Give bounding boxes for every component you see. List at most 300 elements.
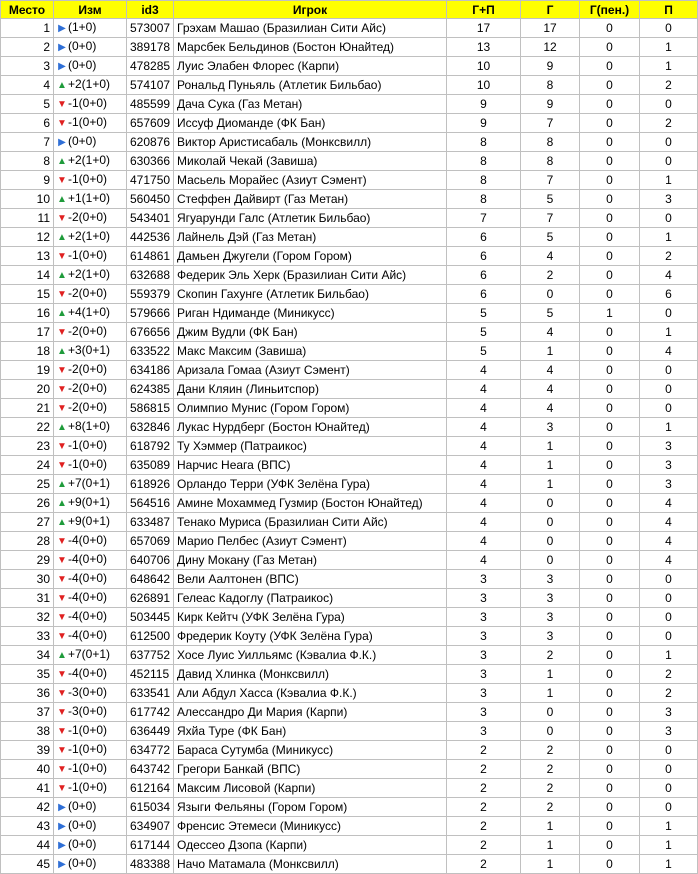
place-cell[interactable]: 32 (1, 608, 54, 627)
change-cell[interactable] (54, 779, 127, 798)
penalty-goals-cell[interactable]: 0 (580, 665, 640, 684)
player-cell[interactable]: Макс Максим (Завиша) (174, 342, 447, 361)
penalty-goals-cell[interactable]: 0 (580, 798, 640, 817)
header-change[interactable]: Изм (54, 1, 127, 19)
goals-assists-cell[interactable]: 4 (447, 456, 521, 475)
penalty-goals-cell[interactable]: 0 (580, 494, 640, 513)
goals-assists-cell[interactable]: 2 (447, 760, 521, 779)
goals-cell[interactable]: 1 (521, 836, 580, 855)
penalty-goals-cell[interactable]: 0 (580, 380, 640, 399)
change-cell[interactable] (54, 551, 127, 570)
change-cell[interactable] (54, 399, 127, 418)
change-cell[interactable] (54, 171, 127, 190)
assists-cell[interactable]: 2 (640, 665, 698, 684)
id3-cell[interactable]: 579666 (127, 304, 174, 323)
player-cell[interactable]: Стеффен Дайвирт (Газ Метан) (174, 190, 447, 209)
id3-cell[interactable]: 560450 (127, 190, 174, 209)
player-cell[interactable]: Фредерик Коуту (УФК Зелёна Гура) (174, 627, 447, 646)
goals-cell[interactable]: 1 (521, 665, 580, 684)
change-cell[interactable] (54, 627, 127, 646)
goals-cell[interactable]: 8 (521, 152, 580, 171)
goals-assists-cell[interactable]: 3 (447, 570, 521, 589)
assists-cell[interactable]: 1 (640, 646, 698, 665)
place-cell[interactable]: 19 (1, 361, 54, 380)
assists-cell[interactable]: 4 (640, 551, 698, 570)
assists-cell[interactable]: 0 (640, 95, 698, 114)
penalty-goals-cell[interactable]: 0 (580, 190, 640, 209)
assists-cell[interactable]: 4 (640, 494, 698, 513)
place-cell[interactable]: 16 (1, 304, 54, 323)
change-cell[interactable] (54, 380, 127, 399)
change-cell[interactable] (54, 342, 127, 361)
player-cell[interactable]: Федерик Эль Херк (Бразилиан Сити Айс) (174, 266, 447, 285)
place-cell[interactable]: 41 (1, 779, 54, 798)
id3-cell[interactable]: 640706 (127, 551, 174, 570)
penalty-goals-cell[interactable]: 0 (580, 703, 640, 722)
place-cell[interactable]: 8 (1, 152, 54, 171)
goals-cell[interactable]: 0 (521, 285, 580, 304)
goals-assists-cell[interactable]: 2 (447, 855, 521, 874)
goals-assists-cell[interactable]: 3 (447, 684, 521, 703)
id3-cell[interactable]: 617144 (127, 836, 174, 855)
id3-cell[interactable]: 637752 (127, 646, 174, 665)
id3-cell[interactable]: 633487 (127, 513, 174, 532)
assists-cell[interactable]: 0 (640, 627, 698, 646)
goals-assists-cell[interactable]: 6 (447, 228, 521, 247)
goals-cell[interactable]: 4 (521, 380, 580, 399)
place-cell[interactable]: 40 (1, 760, 54, 779)
change-cell[interactable] (54, 361, 127, 380)
penalty-goals-cell[interactable]: 0 (580, 817, 640, 836)
player-cell[interactable]: Лайнель Дэй (Газ Метан) (174, 228, 447, 247)
place-cell[interactable]: 7 (1, 133, 54, 152)
penalty-goals-cell[interactable]: 0 (580, 437, 640, 456)
goals-cell[interactable]: 3 (521, 627, 580, 646)
assists-cell[interactable]: 2 (640, 114, 698, 133)
id3-cell[interactable]: 612164 (127, 779, 174, 798)
goals-assists-cell[interactable]: 3 (447, 646, 521, 665)
id3-cell[interactable]: 614861 (127, 247, 174, 266)
place-cell[interactable]: 3 (1, 57, 54, 76)
change-cell[interactable] (54, 703, 127, 722)
id3-cell[interactable]: 574107 (127, 76, 174, 95)
goals-assists-cell[interactable]: 2 (447, 836, 521, 855)
player-cell[interactable]: Тенако Муриса (Бразилиан Сити Айс) (174, 513, 447, 532)
goals-assists-cell[interactable]: 8 (447, 133, 521, 152)
player-cell[interactable]: Рональд Пуньяль (Атлетик Бильбао) (174, 76, 447, 95)
player-cell[interactable]: Орландо Терри (УФК Зелёна Гура) (174, 475, 447, 494)
change-cell[interactable] (54, 266, 127, 285)
player-cell[interactable]: Алессандро Ди Мария (Карпи) (174, 703, 447, 722)
id3-cell[interactable]: 634772 (127, 741, 174, 760)
place-cell[interactable]: 10 (1, 190, 54, 209)
id3-cell[interactable]: 657609 (127, 114, 174, 133)
assists-cell[interactable]: 1 (640, 57, 698, 76)
goals-assists-cell[interactable]: 8 (447, 171, 521, 190)
id3-cell[interactable]: 635089 (127, 456, 174, 475)
goals-cell[interactable]: 3 (521, 589, 580, 608)
change-cell[interactable] (54, 589, 127, 608)
penalty-goals-cell[interactable]: 0 (580, 589, 640, 608)
goals-assists-cell[interactable]: 13 (447, 38, 521, 57)
change-cell[interactable] (54, 152, 127, 171)
id3-cell[interactable]: 632688 (127, 266, 174, 285)
player-cell[interactable]: Начо Матамала (Монксвилл) (174, 855, 447, 874)
goals-assists-cell[interactable]: 3 (447, 665, 521, 684)
id3-cell[interactable]: 643742 (127, 760, 174, 779)
place-cell[interactable]: 37 (1, 703, 54, 722)
change-cell[interactable] (54, 228, 127, 247)
assists-cell[interactable]: 0 (640, 304, 698, 323)
change-cell[interactable] (54, 722, 127, 741)
place-cell[interactable]: 36 (1, 684, 54, 703)
change-cell[interactable] (54, 418, 127, 437)
penalty-goals-cell[interactable]: 0 (580, 532, 640, 551)
change-cell[interactable] (54, 209, 127, 228)
penalty-goals-cell[interactable]: 0 (580, 133, 640, 152)
assists-cell[interactable]: 1 (640, 171, 698, 190)
assists-cell[interactable]: 0 (640, 399, 698, 418)
player-cell[interactable]: Дамьен Джугели (Гором Гором) (174, 247, 447, 266)
goals-assists-cell[interactable]: 2 (447, 817, 521, 836)
change-cell[interactable] (54, 665, 127, 684)
id3-cell[interactable]: 452115 (127, 665, 174, 684)
assists-cell[interactable]: 0 (640, 361, 698, 380)
goals-assists-cell[interactable]: 4 (447, 551, 521, 570)
place-cell[interactable]: 25 (1, 475, 54, 494)
goals-assists-cell[interactable]: 8 (447, 190, 521, 209)
place-cell[interactable]: 15 (1, 285, 54, 304)
assists-cell[interactable]: 1 (640, 228, 698, 247)
assists-cell[interactable]: 1 (640, 855, 698, 874)
penalty-goals-cell[interactable]: 0 (580, 627, 640, 646)
id3-cell[interactable]: 485599 (127, 95, 174, 114)
assists-cell[interactable]: 0 (640, 133, 698, 152)
change-cell[interactable] (54, 247, 127, 266)
goals-cell[interactable]: 7 (521, 209, 580, 228)
assists-cell[interactable]: 4 (640, 266, 698, 285)
player-cell[interactable]: Масьель Морайес (Азиут Сэмент) (174, 171, 447, 190)
goals-cell[interactable]: 0 (521, 494, 580, 513)
goals-cell[interactable]: 2 (521, 760, 580, 779)
goals-assists-cell[interactable]: 8 (447, 152, 521, 171)
assists-cell[interactable]: 3 (640, 703, 698, 722)
penalty-goals-cell[interactable]: 0 (580, 342, 640, 361)
id3-cell[interactable]: 633541 (127, 684, 174, 703)
change-cell[interactable] (54, 323, 127, 342)
player-cell[interactable]: Иссуф Диоманде (ФК Бан) (174, 114, 447, 133)
goals-cell[interactable]: 4 (521, 247, 580, 266)
place-cell[interactable]: 12 (1, 228, 54, 247)
place-cell[interactable]: 31 (1, 589, 54, 608)
goals-assists-cell[interactable]: 3 (447, 589, 521, 608)
change-cell[interactable] (54, 608, 127, 627)
change-cell[interactable] (54, 19, 127, 38)
player-cell[interactable]: Нарчис Неага (ВПС) (174, 456, 447, 475)
place-cell[interactable]: 5 (1, 95, 54, 114)
change-cell[interactable] (54, 437, 127, 456)
assists-cell[interactable]: 1 (640, 817, 698, 836)
assists-cell[interactable]: 2 (640, 76, 698, 95)
penalty-goals-cell[interactable]: 0 (580, 95, 640, 114)
player-cell[interactable]: Давид Хлинка (Монксвилл) (174, 665, 447, 684)
change-cell[interactable] (54, 114, 127, 133)
goals-cell[interactable]: 0 (521, 551, 580, 570)
goals-cell[interactable]: 0 (521, 532, 580, 551)
penalty-goals-cell[interactable]: 0 (580, 266, 640, 285)
player-cell[interactable]: Олимпио Мунис (Гором Гором) (174, 399, 447, 418)
assists-cell[interactable]: 4 (640, 532, 698, 551)
assists-cell[interactable]: 0 (640, 570, 698, 589)
player-cell[interactable]: Али Абдул Хасса (Кэвалиа Ф.К.) (174, 684, 447, 703)
change-cell[interactable] (54, 475, 127, 494)
header-assists[interactable]: П (640, 1, 698, 19)
assists-cell[interactable]: 0 (640, 608, 698, 627)
change-cell[interactable] (54, 741, 127, 760)
goals-assists-cell[interactable]: 10 (447, 57, 521, 76)
assists-cell[interactable]: 1 (640, 418, 698, 437)
goals-assists-cell[interactable]: 2 (447, 741, 521, 760)
change-cell[interactable] (54, 760, 127, 779)
penalty-goals-cell[interactable]: 0 (580, 323, 640, 342)
id3-cell[interactable]: 389178 (127, 38, 174, 57)
player-cell[interactable]: Бараса Сутумба (Миникусс) (174, 741, 447, 760)
goals-assists-cell[interactable]: 4 (447, 418, 521, 437)
player-cell[interactable]: Ягуарунди Галс (Атлетик Бильбао) (174, 209, 447, 228)
change-cell[interactable] (54, 76, 127, 95)
penalty-goals-cell[interactable]: 0 (580, 646, 640, 665)
goals-assists-cell[interactable]: 9 (447, 95, 521, 114)
penalty-goals-cell[interactable]: 0 (580, 209, 640, 228)
penalty-goals-cell[interactable]: 0 (580, 608, 640, 627)
change-cell[interactable] (54, 304, 127, 323)
goals-assists-cell[interactable]: 4 (447, 399, 521, 418)
id3-cell[interactable]: 559379 (127, 285, 174, 304)
player-cell[interactable]: Марсбек Бельдинов (Бостон Юнайтед) (174, 38, 447, 57)
id3-cell[interactable]: 618926 (127, 475, 174, 494)
change-cell[interactable] (54, 285, 127, 304)
player-cell[interactable]: Виктор Аристисабаль (Монксвилл) (174, 133, 447, 152)
player-cell[interactable]: Максим Лисовой (Карпи) (174, 779, 447, 798)
goals-assists-cell[interactable]: 3 (447, 627, 521, 646)
place-cell[interactable]: 9 (1, 171, 54, 190)
goals-cell[interactable]: 7 (521, 114, 580, 133)
penalty-goals-cell[interactable]: 0 (580, 285, 640, 304)
player-cell[interactable]: Риган Ндиманде (Миникусс) (174, 304, 447, 323)
player-cell[interactable]: Вели Аалтонен (ВПС) (174, 570, 447, 589)
id3-cell[interactable]: 636449 (127, 722, 174, 741)
goals-cell[interactable]: 1 (521, 342, 580, 361)
header-place[interactable]: Место (1, 1, 54, 19)
change-cell[interactable] (54, 190, 127, 209)
penalty-goals-cell[interactable]: 0 (580, 722, 640, 741)
goals-cell[interactable]: 1 (521, 475, 580, 494)
id3-cell[interactable]: 478285 (127, 57, 174, 76)
goals-assists-cell[interactable]: 9 (447, 114, 521, 133)
id3-cell[interactable]: 612500 (127, 627, 174, 646)
goals-cell[interactable]: 1 (521, 437, 580, 456)
place-cell[interactable]: 30 (1, 570, 54, 589)
goals-cell[interactable]: 9 (521, 95, 580, 114)
player-cell[interactable]: Дани Кляин (Линьитспор) (174, 380, 447, 399)
goals-assists-cell[interactable]: 6 (447, 247, 521, 266)
place-cell[interactable]: 33 (1, 627, 54, 646)
goals-assists-cell[interactable]: 5 (447, 304, 521, 323)
assists-cell[interactable]: 2 (640, 684, 698, 703)
id3-cell[interactable]: 634907 (127, 817, 174, 836)
penalty-goals-cell[interactable]: 0 (580, 551, 640, 570)
place-cell[interactable]: 35 (1, 665, 54, 684)
change-cell[interactable] (54, 38, 127, 57)
goals-assists-cell[interactable]: 7 (447, 209, 521, 228)
place-cell[interactable]: 23 (1, 437, 54, 456)
assists-cell[interactable]: 6 (640, 285, 698, 304)
goals-cell[interactable]: 4 (521, 323, 580, 342)
place-cell[interactable]: 26 (1, 494, 54, 513)
change-cell[interactable] (54, 57, 127, 76)
goals-assists-cell[interactable]: 2 (447, 779, 521, 798)
assists-cell[interactable]: 0 (640, 760, 698, 779)
goals-cell[interactable]: 9 (521, 57, 580, 76)
id3-cell[interactable]: 503445 (127, 608, 174, 627)
id3-cell[interactable]: 632846 (127, 418, 174, 437)
assists-cell[interactable]: 0 (640, 798, 698, 817)
player-cell[interactable]: Аризала Гомаа (Азиут Сэмент) (174, 361, 447, 380)
id3-cell[interactable]: 620876 (127, 133, 174, 152)
id3-cell[interactable]: 624385 (127, 380, 174, 399)
place-cell[interactable]: 34 (1, 646, 54, 665)
header-player[interactable]: Игрок (174, 1, 447, 19)
id3-cell[interactable]: 543401 (127, 209, 174, 228)
assists-cell[interactable]: 3 (640, 475, 698, 494)
goals-assists-cell[interactable]: 4 (447, 380, 521, 399)
player-cell[interactable]: Марио Пелбес (Азиут Сэмент) (174, 532, 447, 551)
change-cell[interactable] (54, 570, 127, 589)
player-cell[interactable]: Скопин Гахунге (Атлетик Бильбао) (174, 285, 447, 304)
id3-cell[interactable]: 573007 (127, 19, 174, 38)
assists-cell[interactable]: 0 (640, 741, 698, 760)
goals-cell[interactable]: 2 (521, 741, 580, 760)
id3-cell[interactable]: 615034 (127, 798, 174, 817)
penalty-goals-cell[interactable]: 0 (580, 570, 640, 589)
change-cell[interactable] (54, 798, 127, 817)
place-cell[interactable]: 1 (1, 19, 54, 38)
goals-cell[interactable]: 7 (521, 171, 580, 190)
goals-cell[interactable]: 17 (521, 19, 580, 38)
player-cell[interactable]: Языги Фельяны (Гором Гором) (174, 798, 447, 817)
player-cell[interactable]: Джим Вудли (ФК Бан) (174, 323, 447, 342)
goals-cell[interactable]: 2 (521, 646, 580, 665)
change-cell[interactable] (54, 494, 127, 513)
place-cell[interactable]: 38 (1, 722, 54, 741)
assists-cell[interactable]: 2 (640, 247, 698, 266)
header-id3[interactable]: id3 (127, 1, 174, 19)
id3-cell[interactable]: 617742 (127, 703, 174, 722)
penalty-goals-cell[interactable]: 0 (580, 779, 640, 798)
goals-assists-cell[interactable]: 5 (447, 323, 521, 342)
goals-assists-cell[interactable]: 4 (447, 494, 521, 513)
goals-assists-cell[interactable]: 4 (447, 513, 521, 532)
assists-cell[interactable]: 3 (640, 437, 698, 456)
goals-assists-cell[interactable]: 17 (447, 19, 521, 38)
place-cell[interactable]: 6 (1, 114, 54, 133)
goals-cell[interactable]: 3 (521, 418, 580, 437)
assists-cell[interactable]: 3 (640, 190, 698, 209)
change-cell[interactable] (54, 513, 127, 532)
penalty-goals-cell[interactable]: 0 (580, 57, 640, 76)
id3-cell[interactable]: 676656 (127, 323, 174, 342)
penalty-goals-cell[interactable]: 1 (580, 304, 640, 323)
goals-cell[interactable]: 8 (521, 133, 580, 152)
goals-cell[interactable]: 0 (521, 703, 580, 722)
header-goals[interactable]: Г (521, 1, 580, 19)
id3-cell[interactable]: 586815 (127, 399, 174, 418)
change-cell[interactable] (54, 684, 127, 703)
goals-cell[interactable]: 2 (521, 266, 580, 285)
goals-assists-cell[interactable]: 6 (447, 266, 521, 285)
goals-cell[interactable]: 4 (521, 399, 580, 418)
goals-assists-cell[interactable]: 5 (447, 342, 521, 361)
goals-cell[interactable]: 5 (521, 228, 580, 247)
assists-cell[interactable]: 0 (640, 380, 698, 399)
place-cell[interactable]: 14 (1, 266, 54, 285)
penalty-goals-cell[interactable]: 0 (580, 247, 640, 266)
change-cell[interactable] (54, 817, 127, 836)
penalty-goals-cell[interactable]: 0 (580, 456, 640, 475)
assists-cell[interactable]: 0 (640, 589, 698, 608)
goals-assists-cell[interactable]: 6 (447, 285, 521, 304)
place-cell[interactable]: 24 (1, 456, 54, 475)
player-cell[interactable]: Грэхам Машао (Бразилиан Сити Айс) (174, 19, 447, 38)
penalty-goals-cell[interactable]: 0 (580, 836, 640, 855)
place-cell[interactable]: 20 (1, 380, 54, 399)
goals-assists-cell[interactable]: 4 (447, 532, 521, 551)
change-cell[interactable] (54, 855, 127, 874)
player-cell[interactable]: Гелеас Кадоглу (Патраикос) (174, 589, 447, 608)
assists-cell[interactable]: 1 (640, 323, 698, 342)
place-cell[interactable]: 44 (1, 836, 54, 855)
penalty-goals-cell[interactable]: 0 (580, 171, 640, 190)
assists-cell[interactable]: 4 (640, 513, 698, 532)
goals-cell[interactable]: 3 (521, 570, 580, 589)
assists-cell[interactable]: 3 (640, 456, 698, 475)
assists-cell[interactable]: 3 (640, 722, 698, 741)
goals-assists-cell[interactable]: 2 (447, 798, 521, 817)
player-cell[interactable]: Одессео Дзопа (Карпи) (174, 836, 447, 855)
place-cell[interactable]: 4 (1, 76, 54, 95)
penalty-goals-cell[interactable]: 0 (580, 38, 640, 57)
id3-cell[interactable]: 483388 (127, 855, 174, 874)
assists-cell[interactable]: 0 (640, 19, 698, 38)
place-cell[interactable]: 2 (1, 38, 54, 57)
goals-cell[interactable]: 4 (521, 361, 580, 380)
goals-assists-cell[interactable]: 4 (447, 437, 521, 456)
id3-cell[interactable]: 648642 (127, 570, 174, 589)
player-cell[interactable]: Лукас Нурдберг (Бостон Юнайтед) (174, 418, 447, 437)
id3-cell[interactable]: 626891 (127, 589, 174, 608)
change-cell[interactable] (54, 646, 127, 665)
penalty-goals-cell[interactable]: 0 (580, 114, 640, 133)
change-cell[interactable] (54, 456, 127, 475)
penalty-goals-cell[interactable]: 0 (580, 418, 640, 437)
goals-cell[interactable]: 1 (521, 456, 580, 475)
goals-assists-cell[interactable]: 10 (447, 76, 521, 95)
place-cell[interactable]: 28 (1, 532, 54, 551)
penalty-goals-cell[interactable]: 0 (580, 760, 640, 779)
goals-cell[interactable]: 12 (521, 38, 580, 57)
penalty-goals-cell[interactable]: 0 (580, 19, 640, 38)
player-cell[interactable]: Кирк Кейтч (УФК Зелёна Гура) (174, 608, 447, 627)
